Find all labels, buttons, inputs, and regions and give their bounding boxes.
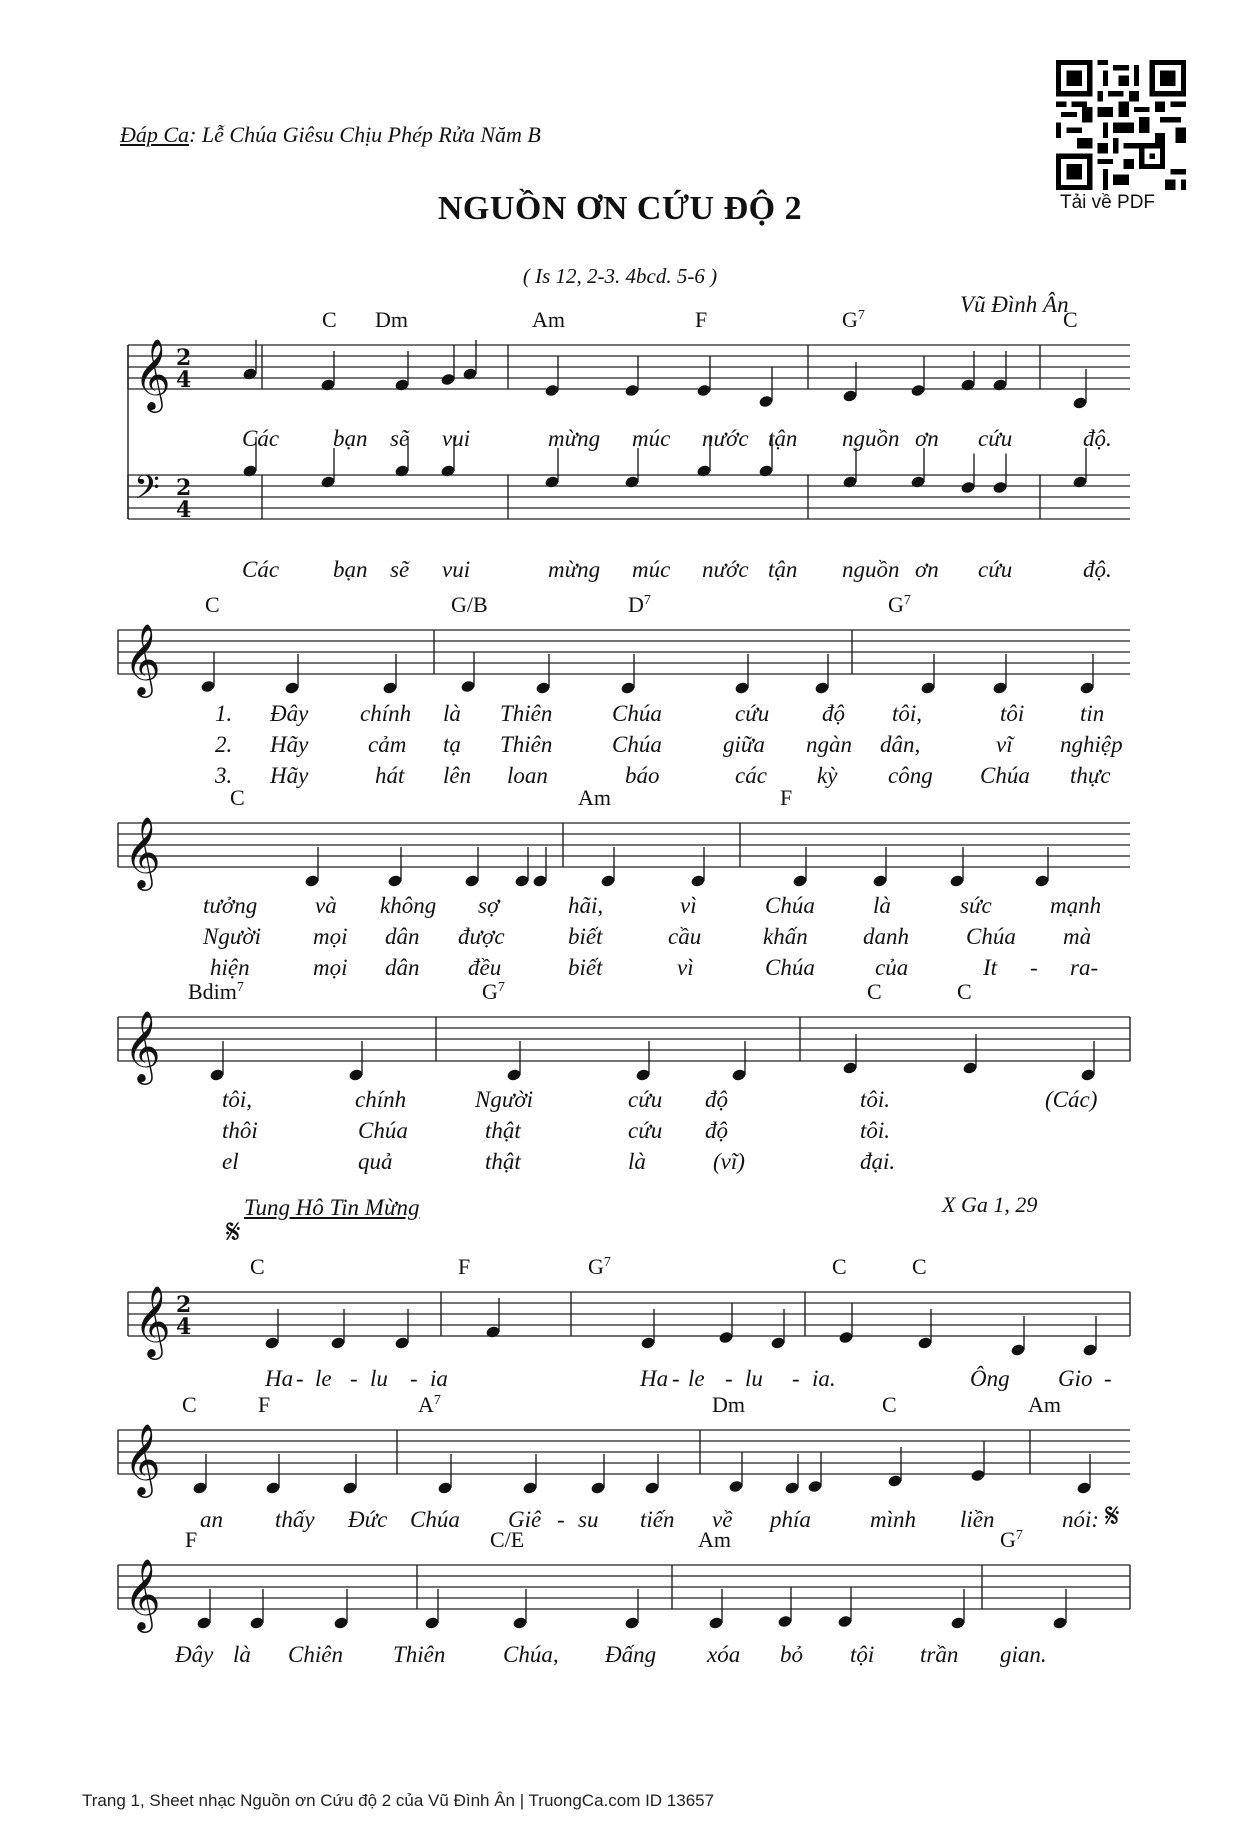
lyric-syllable: là bbox=[873, 893, 891, 918]
time-signature-bottom: 4 bbox=[176, 1314, 192, 1340]
lyric-syllable: cầu bbox=[668, 924, 702, 949]
lyric-syllable: độ bbox=[705, 1118, 728, 1143]
lyric-syllable: trần bbox=[920, 1642, 959, 1667]
chord-symbol: C bbox=[882, 1392, 897, 1417]
lyric-syllable: của bbox=[875, 955, 909, 980]
lyric-syllable: tưởng bbox=[203, 893, 258, 918]
lyric-syllable: quả bbox=[358, 1149, 393, 1174]
occasion-text: : Lễ Chúa Giêsu Chịu Phép Rửa Năm B bbox=[189, 122, 541, 147]
chord-symbol: G/B bbox=[451, 592, 488, 617]
lyric-syllable: Chúa bbox=[410, 1507, 460, 1532]
lyric-syllable: đại. bbox=[860, 1149, 896, 1174]
lyric-syllable: - bbox=[792, 1366, 800, 1391]
lyric-syllable: nói: bbox=[1062, 1507, 1100, 1532]
lyric-syllable: le bbox=[315, 1366, 332, 1391]
system-1-treble bbox=[128, 307, 1130, 451]
lyric-syllable: Ông bbox=[970, 1366, 1010, 1391]
lyric-syllable: mạnh bbox=[1050, 893, 1102, 918]
lyric-syllable: được bbox=[458, 924, 505, 949]
lyric-syllable: tội bbox=[850, 1642, 875, 1667]
treble-clef-icon: 𝄞 bbox=[124, 1009, 161, 1082]
time-signature-bottom: 4 bbox=[176, 367, 192, 393]
lyric-syllable: nguồn bbox=[842, 557, 900, 582]
lyric-syllable: tạ bbox=[443, 732, 461, 757]
chord-symbol: C bbox=[1063, 307, 1078, 332]
lyric-syllable: Các bbox=[242, 557, 280, 582]
lyric-syllable: thật bbox=[485, 1118, 521, 1143]
lyric-syllable: mừng bbox=[548, 426, 601, 451]
lyric-syllable: vui bbox=[442, 426, 471, 451]
lyric-syllable: và bbox=[315, 893, 337, 918]
lyric-syllable: 2. bbox=[215, 732, 233, 757]
chord-symbol: F bbox=[780, 785, 793, 810]
lyric-syllable: phía bbox=[770, 1507, 811, 1532]
lyric-syllable: mọi bbox=[313, 955, 348, 980]
lyric-syllable: an bbox=[200, 1507, 223, 1532]
segno-icon: 𝄋 bbox=[1105, 1496, 1120, 1536]
lyric-syllable: cứu bbox=[628, 1087, 663, 1112]
treble-clef-icon: 𝄞 bbox=[134, 337, 171, 410]
chord-symbol: Am bbox=[532, 307, 565, 332]
treble-clef-icon: 𝄞 bbox=[124, 1557, 161, 1630]
lyric-syllable: báo bbox=[625, 763, 660, 788]
lyric-syllable: 1. bbox=[215, 701, 233, 726]
page-footer: Trang 1, Sheet nhạc Nguồn ơn Cứu độ 2 của Vũ Đình Ân | TruongCa.com ID 13657 bbox=[82, 1791, 715, 1810]
time-signature-top: 2 bbox=[176, 475, 192, 501]
lyric-syllable: vĩ bbox=[996, 732, 1013, 757]
occasion-label: Đáp Ca bbox=[120, 122, 190, 147]
time-signature-top: 2 bbox=[176, 345, 192, 371]
lyric-syllable: el bbox=[222, 1149, 239, 1174]
lyric-syllable: sẽ bbox=[390, 426, 410, 451]
lyric-syllable: múc bbox=[632, 557, 671, 582]
lyric-syllable: su bbox=[578, 1507, 599, 1532]
lyric-syllable: dân bbox=[385, 924, 420, 949]
lyric-syllable: Hãy bbox=[270, 732, 309, 757]
chord-symbol: F bbox=[185, 1527, 198, 1552]
lyric-syllable: ngàn bbox=[806, 732, 852, 757]
lyric-syllable: sợ bbox=[478, 893, 500, 918]
lyric-syllable: thôi bbox=[222, 1118, 258, 1143]
lyric-syllable: Người bbox=[475, 1087, 534, 1112]
lyric-syllable: gian. bbox=[1000, 1642, 1047, 1667]
lyric-syllable: kỳ bbox=[817, 763, 838, 788]
bass-clef-icon: 𝄢 bbox=[134, 469, 160, 515]
chord-symbol: C bbox=[867, 979, 882, 1004]
lyric-syllable: tận bbox=[768, 426, 798, 451]
lyric-syllable: biết bbox=[568, 924, 603, 949]
lyric-syllable: độ bbox=[822, 701, 845, 726]
lyric-syllable: lu bbox=[370, 1366, 388, 1391]
lyric-syllable: chính bbox=[360, 701, 412, 726]
lyric-syllable: - bbox=[1030, 955, 1038, 980]
lyric-syllable: (vĩ) bbox=[713, 1149, 745, 1174]
lyric-syllable: tôi. bbox=[860, 1118, 891, 1143]
chord-symbol: Dm bbox=[712, 1392, 745, 1417]
system-3 bbox=[118, 785, 1130, 980]
lyric-syllable: Ha bbox=[640, 1366, 669, 1391]
lyric-syllable: dân, bbox=[880, 732, 921, 757]
lyric-syllable: mừng bbox=[548, 557, 601, 582]
lyric-syllable: - bbox=[557, 1507, 565, 1532]
segno-icon: 𝄋 bbox=[226, 1212, 241, 1252]
download-pdf-link[interactable]: Tải về PDF bbox=[1060, 192, 1156, 213]
chord-symbol: F bbox=[258, 1392, 271, 1417]
lyric-syllable: Ha bbox=[265, 1366, 294, 1391]
acclamation-heading: Tung Hô Tin Mừng bbox=[244, 1195, 420, 1220]
scripture-reference: ( Is 12, 2-3. 4bcd. 5-6 ) bbox=[522, 264, 718, 288]
system-7 bbox=[118, 1527, 1130, 1667]
lyric-syllable: chính bbox=[355, 1087, 407, 1112]
chord-symbol: $G^7$ bbox=[482, 979, 505, 1004]
lyric-syllable: 3. bbox=[215, 763, 233, 788]
lyric-syllable: Thiên bbox=[500, 732, 553, 757]
time-signature-bottom: 4 bbox=[176, 497, 192, 523]
lyric-syllable: Người bbox=[203, 924, 262, 949]
treble-clef-icon: 𝄞 bbox=[124, 1422, 161, 1495]
lyric-syllable: loan bbox=[507, 763, 548, 788]
lyric-syllable: độ. bbox=[1083, 557, 1112, 582]
chord-symbol: C/E bbox=[490, 1527, 525, 1552]
system-4 bbox=[118, 979, 1130, 1174]
lyric-syllable: Chúa, bbox=[503, 1642, 559, 1667]
chord-symbol: Am bbox=[1028, 1392, 1061, 1417]
lyric-syllable: là bbox=[443, 701, 461, 726]
lyric-syllable: giữa bbox=[723, 732, 765, 757]
lyric-syllable: mà bbox=[1063, 924, 1092, 949]
lyric-syllable: thật bbox=[485, 1149, 521, 1174]
chord-symbol: F bbox=[458, 1254, 471, 1279]
lyric-syllable: le bbox=[688, 1366, 705, 1391]
chord-symbol: $G^7$ bbox=[1000, 1527, 1023, 1552]
song-title: NGUỒN ƠN CỨU ĐỘ 2 bbox=[437, 190, 803, 227]
lyric-syllable: liền bbox=[960, 1507, 995, 1532]
lyric-syllable: nguồn bbox=[842, 426, 900, 451]
lyric-syllable: Chúa bbox=[612, 701, 662, 726]
chord-symbol: $G^7$ bbox=[888, 592, 911, 617]
lyric-syllable: mọi bbox=[313, 924, 348, 949]
lyric-syllable: vì bbox=[677, 955, 694, 980]
lyric-syllable: thấy bbox=[275, 1507, 315, 1532]
lyric-syllable: - bbox=[672, 1366, 680, 1391]
lyric-syllable: - bbox=[725, 1366, 733, 1391]
lyric-syllable: đều bbox=[468, 955, 502, 980]
lyric-syllable: nghiệp bbox=[1060, 732, 1123, 757]
lyric-syllable: bạn bbox=[333, 557, 368, 582]
system-2 bbox=[118, 592, 1130, 788]
treble-clef-icon: 𝄞 bbox=[124, 815, 161, 888]
lyric-syllable: về bbox=[712, 1507, 733, 1532]
lyric-syllable: nước bbox=[702, 426, 749, 451]
lyric-syllable: - bbox=[350, 1366, 358, 1391]
lyric-syllable: Thiên bbox=[393, 1642, 446, 1667]
chord-symbol: C bbox=[182, 1392, 197, 1417]
lyric-syllable: - bbox=[410, 1366, 418, 1391]
system-5 bbox=[128, 1254, 1130, 1391]
lyric-syllable: không bbox=[380, 893, 437, 918]
lyric-syllable: Gio bbox=[1058, 1366, 1093, 1391]
chord-symbol: $G^7$ bbox=[842, 307, 865, 332]
lyric-syllable: khấn bbox=[763, 924, 808, 949]
chord-symbol: C bbox=[912, 1254, 927, 1279]
lyric-syllable: tôi, bbox=[892, 701, 923, 726]
lyric-syllable: lu bbox=[745, 1366, 763, 1391]
chord-symbol: $A^7$ bbox=[418, 1392, 441, 1417]
lyric-syllable: ia bbox=[430, 1366, 448, 1391]
lyric-syllable: Chúa bbox=[358, 1118, 408, 1143]
lyric-syllable: hãi, bbox=[568, 893, 604, 918]
lyric-syllable: các bbox=[735, 763, 767, 788]
lyric-syllable: Đây bbox=[270, 701, 309, 726]
lyric-syllable: danh bbox=[863, 924, 909, 949]
lyric-syllable: cứu bbox=[628, 1118, 663, 1143]
chord-symbol: C bbox=[322, 307, 337, 332]
lyric-syllable: - bbox=[296, 1366, 304, 1391]
lyric-syllable: tôi. bbox=[860, 1087, 891, 1112]
lyric-syllable: Đây bbox=[175, 1642, 214, 1667]
chord-symbol: Am bbox=[698, 1527, 731, 1552]
lyric-syllable: biết bbox=[568, 955, 603, 980]
lyric-syllable: xóa bbox=[707, 1642, 741, 1667]
lyric-syllable: độ. bbox=[1083, 426, 1112, 451]
lyric-syllable: cứu bbox=[978, 557, 1013, 582]
lyric-syllable: Chúa bbox=[980, 763, 1030, 788]
lyric-syllable: Chúa bbox=[966, 924, 1016, 949]
lyric-syllable: bỏ bbox=[780, 1642, 803, 1667]
chord-symbol: C bbox=[230, 785, 245, 810]
lyric-syllable: Chúa bbox=[612, 732, 662, 757]
lyric-syllable: hát bbox=[375, 763, 405, 788]
lyric-syllable: công bbox=[888, 763, 933, 788]
chord-symbol: Dm bbox=[375, 307, 408, 332]
lyric-syllable: sức bbox=[960, 893, 992, 918]
treble-clef-icon: 𝄞 bbox=[134, 1284, 171, 1357]
chord-symbol: C bbox=[250, 1254, 265, 1279]
chord-symbol: $D^7$ bbox=[628, 592, 651, 617]
lyric-syllable: Chúa bbox=[765, 893, 815, 918]
system-6 bbox=[118, 1392, 1130, 1532]
lyric-syllable: hiện bbox=[210, 955, 250, 980]
chord-symbol: C bbox=[832, 1254, 847, 1279]
lyric-syllable: Giê bbox=[508, 1507, 542, 1532]
lyric-syllable: độ bbox=[705, 1087, 728, 1112]
lyric-syllable: ơn bbox=[915, 557, 939, 582]
lyric-syllable: Hãy bbox=[270, 763, 309, 788]
lyric-syllable: là bbox=[628, 1149, 646, 1174]
lyric-syllable: cảm bbox=[368, 732, 407, 757]
lyric-syllable: tôi, bbox=[222, 1087, 253, 1112]
lyric-syllable: cứu bbox=[978, 426, 1013, 451]
lyric-syllable: Thiên bbox=[500, 701, 553, 726]
lyric-syllable: lên bbox=[443, 763, 472, 788]
lyric-syllable: It bbox=[983, 955, 998, 980]
lyric-syllable: múc bbox=[632, 426, 671, 451]
lyric-syllable: tôi bbox=[1000, 701, 1025, 726]
chord-symbol: Bdim$^7$ bbox=[188, 979, 244, 1004]
lyric-syllable: sẽ bbox=[390, 557, 410, 582]
chord-symbol: Am bbox=[578, 785, 611, 810]
lyric-syllable: Các bbox=[242, 426, 280, 451]
lyric-syllable: tận bbox=[768, 557, 798, 582]
chord-symbol: $G^7$ bbox=[588, 1254, 611, 1279]
lyric-syllable: thực bbox=[1070, 763, 1111, 788]
acclamation-reference: X Ga 1, 29 bbox=[942, 1192, 1038, 1217]
lyric-syllable: nước bbox=[702, 557, 749, 582]
lyric-syllable: Chiên bbox=[288, 1642, 343, 1667]
lyric-syllable: - bbox=[1104, 1366, 1112, 1391]
lyric-syllable: (Các) bbox=[1045, 1087, 1098, 1112]
lyric-syllable: Đức bbox=[348, 1507, 388, 1532]
composer-name: Vũ Đình Ân bbox=[960, 292, 1069, 317]
lyric-syllable: cứu bbox=[735, 701, 770, 726]
lyric-syllable: ơn bbox=[915, 426, 939, 451]
system-1-bass bbox=[128, 437, 1130, 582]
treble-clef-icon: 𝄞 bbox=[124, 622, 161, 695]
lyric-syllable: Chúa bbox=[765, 955, 815, 980]
lyric-syllable: tin bbox=[1080, 701, 1105, 726]
chord-symbol: C bbox=[205, 592, 220, 617]
lyric-syllable: bạn bbox=[333, 426, 368, 451]
lyric-syllable: Đấng bbox=[605, 1642, 657, 1667]
lyric-syllable: tiến bbox=[640, 1507, 675, 1532]
lyric-syllable: là bbox=[233, 1642, 251, 1667]
lyric-syllable: ra- bbox=[1070, 955, 1099, 980]
lyric-syllable: vì bbox=[680, 893, 697, 918]
chord-symbol: F bbox=[695, 307, 708, 332]
lyric-syllable: dân bbox=[385, 955, 420, 980]
time-signature-top: 2 bbox=[176, 1292, 192, 1318]
lyric-syllable: vui bbox=[442, 557, 471, 582]
chord-symbol: C bbox=[957, 979, 972, 1004]
lyric-syllable: ia. bbox=[812, 1366, 836, 1391]
lyric-syllable: mình bbox=[870, 1507, 916, 1532]
